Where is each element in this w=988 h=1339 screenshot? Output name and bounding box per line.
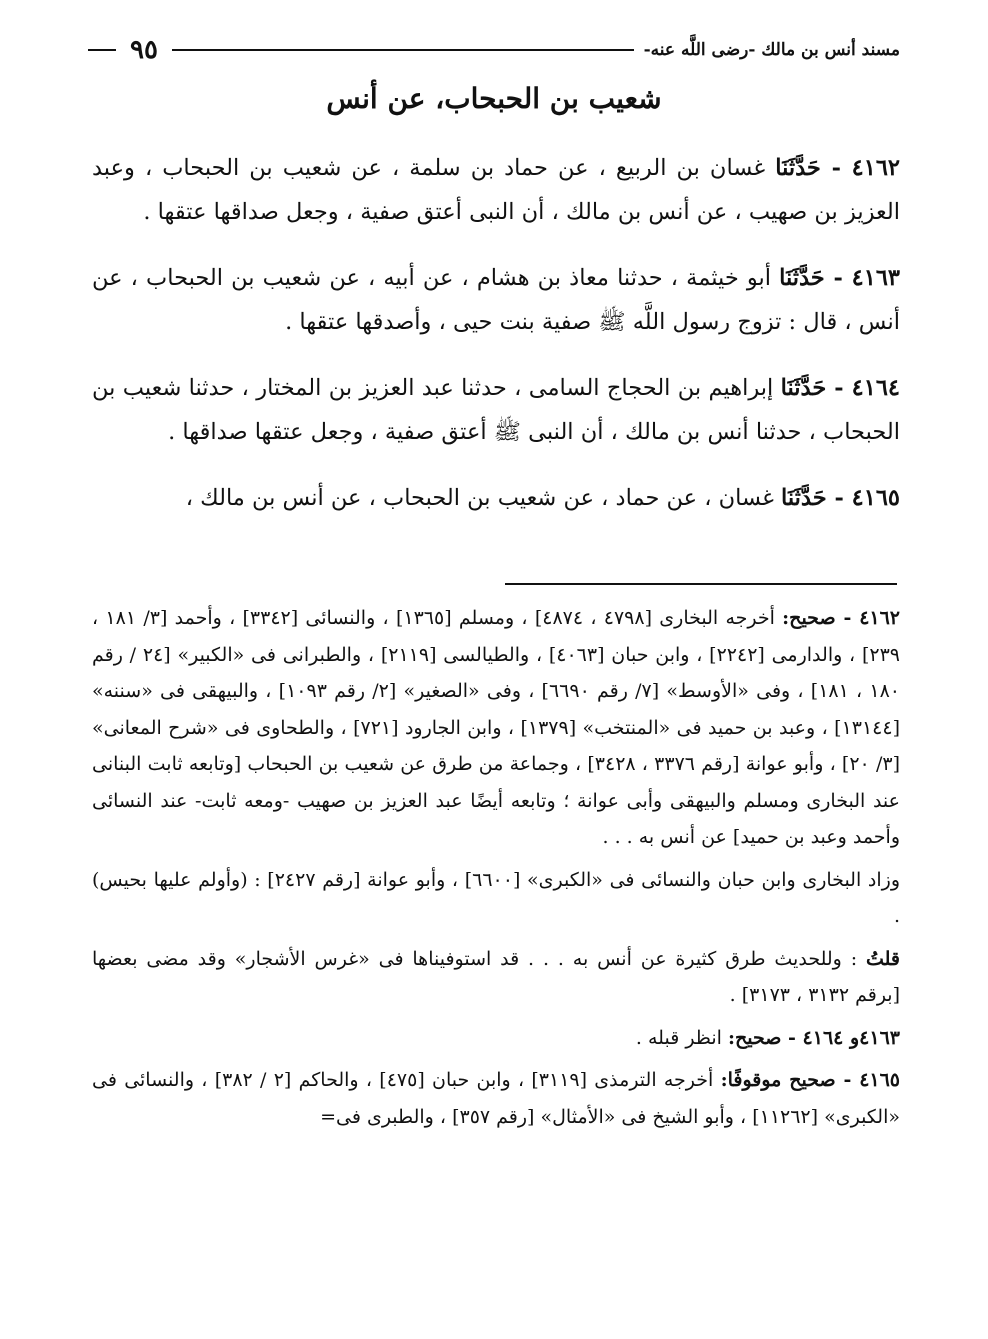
footnote-ref: ٤١٦٣و ٤١٦٤ xyxy=(802,1026,900,1049)
haddathana-word: حَدَّثَنَا xyxy=(775,155,821,181)
haddathana-word: حَدَّثَنَا xyxy=(780,375,827,401)
hadith-text: أبو خيثمة ، حدثنا معاذ بن هشام ، عن أبيه ، عن شعيب بن الحبحاب ، عن أنس ، قال : تزوج رسول اللَّه ﷺ صفية بنت حيى ، وأصدقها عتقها . xyxy=(92,265,900,335)
footnote-grade: صحيح: xyxy=(728,1026,782,1049)
footnote-grade: صحيح موقوفًا: xyxy=(720,1069,836,1091)
hadith-text: إبراهيم بن الحجاج السامى ، حدثنا عبد العزيز بن المختار ، حدثنا شعيب بن الحبحاب ، حدثنا أنس بن مالك ، أن النبى ﷺ أعتق صفية ، وجعل عتقها صداقها . xyxy=(92,375,900,445)
footnote-dash: - xyxy=(781,1026,803,1049)
running-title: مسند أنس بن مالك -رضى اللَّه عنه- xyxy=(643,40,900,60)
footnote-4165 xyxy=(92,1062,900,1135)
hadith-number: ٤١٦٤ xyxy=(851,375,900,401)
footnote-grade: قلتُ xyxy=(865,947,900,970)
footnote-dash: - xyxy=(835,607,860,629)
footnote-addition xyxy=(92,862,900,935)
footnote-4163-4164 xyxy=(92,1020,900,1057)
footnote-dash: - xyxy=(835,1069,860,1091)
haddathana-word: حَدَّثَنَا xyxy=(781,485,827,511)
hadith-number: ٤١٦٥ xyxy=(851,485,900,511)
page-number: ٩٥ xyxy=(130,35,158,65)
hadith-text: غسان بن الربيع ، عن حماد بن سلمة ، عن شعيب بن الحبحاب ، وعبد العزيز بن صهيب ، عن أنس بن مالك ، أن النبى أعتق صفية ، وجعل صداقها عتقها . xyxy=(92,155,900,225)
header-dash xyxy=(88,49,116,51)
hadith-list xyxy=(92,146,900,542)
hadith-number: ٤١٦٣ xyxy=(851,265,900,291)
hadith-number: ٤١٦٢ xyxy=(851,155,901,181)
hadith-4162 xyxy=(92,146,900,234)
hadith-dash: - xyxy=(826,375,852,401)
hadith-text: غسان ، عن حماد ، عن شعيب بن الحبحاب ، عن أنس بن مالك ، xyxy=(185,485,781,511)
hadith-4165 xyxy=(92,476,900,520)
section-title: شعيب بن الحبحاب، عن أنس xyxy=(326,82,662,115)
hadith-4164 xyxy=(92,366,900,454)
footnote-4162 xyxy=(92,600,900,856)
footnote-text: : وللحديث طرق كثيرة عن أنس به . . . قد استوفيناها فى «غرس الأشجار» وقد مضى بعضها [برقم ٣١٣٢ ، ٣١٧٣] . xyxy=(92,947,900,1006)
hadith-4163 xyxy=(92,256,900,344)
footnote-ref: ٤١٦٥ xyxy=(859,1069,901,1091)
footnote-text: أخرجه الترمذى [٣١١٩] ، وابن حبان [٤٧٥] ، والحاكم [٢ / ٣٨٢] ، والنسائى فى «الكبرى» [١١٢٦٢] ، وأبو الشيخ فى «الأمثال» [رقم ٣٥٧] ، والطبرى فى= xyxy=(92,1069,900,1128)
footnote-text: انظر قبله . xyxy=(635,1026,728,1049)
footnote-ref: ٤١٦٢ xyxy=(859,607,901,629)
footnotes xyxy=(92,600,900,1141)
hadith-dash: - xyxy=(826,485,852,511)
footnote-grade: صحيح: xyxy=(782,607,836,629)
haddathana-word: حَدَّثَنَا xyxy=(779,265,825,291)
hadith-dash: - xyxy=(824,265,852,291)
footnote-text: أخرجه البخارى [٤٧٩٨ ، ٤٨٧٤] ، ومسلم [١٣٦٥] ، والنسائى [٣٣٤٢] ، وأحمد [٣/ ١٨١ ، ٢٣٩] ، والدارمى [٢٢٤٢] ، وابن حبان [٤٠٦٣] ، والطيالسى [٢١١٩] ، والطبرانى فى «الكبير» [٢٤ / رقم ١٨٠ ، ١٨١] ، وفى «الأوسط» [٧/ رقم ٦٦٩٠] ، وفى «الصغير» [٢/ رقم ١٠٩٣] ، والبيهقى فى «سننه» [١٣١٤٤] ، وعبد بن حميد فى «المنتخب» [١٣٧٩] ، وابن الجارود [٧٢١] ، والطحاوى فى «شرح المعانى» [٣/ ٢٠] ، وأبو عوانة [رقم ٣٣٧٦ ، ٣٤٢٨] ، وجماعة من طرق عن شعيب بن الحبحاب [وتابعه ثابت البنانى عند البخارى ومسلم والبيهقى وأبى عوانة ؛ وتابعه أيضًا عبد العزيز بن صهيب -ومعه ثابت- عند النسائى وأحمد وعبد بن حميد] عن أنس به . . . xyxy=(92,607,901,848)
footnote-qult xyxy=(92,941,900,1014)
page-header xyxy=(88,30,900,70)
footnote-text: وزاد البخارى وابن حبان والنسائى فى «الكبرى» [٦٦٠٠] ، وأبو عوانة [رقم ٢٤٢٧] : (وأولم عليها بحيس) . xyxy=(92,868,900,927)
header-rule xyxy=(172,49,634,51)
hadith-dash: - xyxy=(820,155,852,181)
footnote-separator xyxy=(505,583,897,585)
